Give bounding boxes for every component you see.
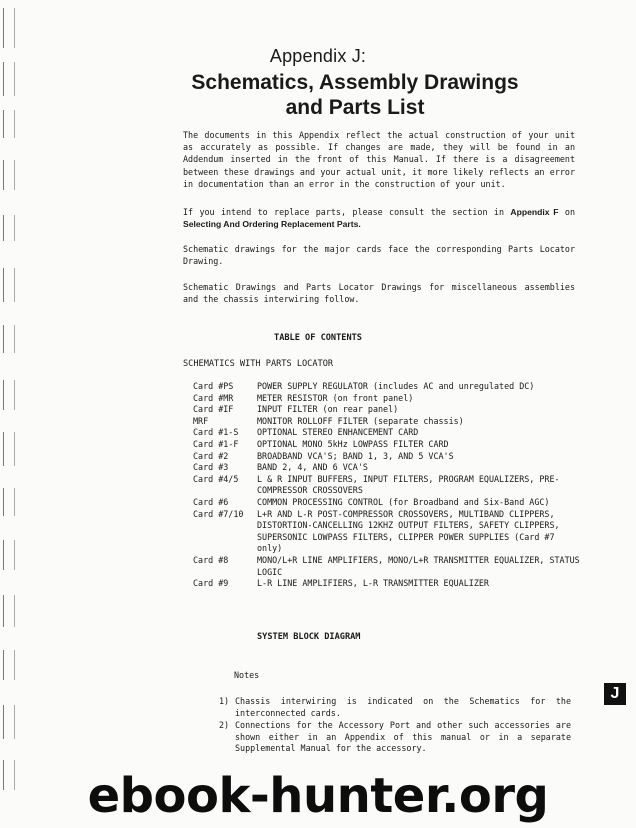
toc-description: POWER SUPPLY REGULATOR (includes AC and unregulated DC) (257, 381, 535, 391)
intro-paragraph-1: The documents in this Appendix reflect the actual construction of your unit as accurately as possible. If changes are made, they will be found in an Addendum inserted in the front of this Manual. If there is a disagreement between these drawings and your actual unit, it more likely reflects an error in documentation than an error in the construction of your unit. (183, 130, 575, 189)
system-block-diagram-entry: SYSTEM BLOCK DIAGRAM (257, 632, 361, 642)
toc-description: BROADBAND VCA'S; BAND 1, 3, AND 5 VCA'S (257, 450, 454, 461)
toc-card-id: Card #9 (193, 578, 229, 589)
appendix-label: Appendix J: (269, 46, 367, 66)
toc-description: L & R INPUT BUFFERS, INPUT FILTERS, PROGRAM EQUALIZERS, PRE-COMPRESSOR CROSSOVERS (257, 473, 560, 496)
notes-heading: Notes (234, 670, 260, 680)
toc-card-id: Card #8 (193, 554, 229, 565)
title-line-2: and Parts List (285, 96, 425, 119)
note-text: Chassis interwiring is indicated on the Schematics for the interconnected cards. (235, 696, 571, 718)
toc-card-id: Card #2 (193, 450, 229, 461)
page-title (130, 70, 580, 120)
binding-edge (0, 0, 20, 828)
intro-paragraph-2 (183, 206, 575, 230)
toc-description: OPTIONAL MONO 5kHz LOWPASS FILTER CARD (257, 438, 449, 449)
selecting-parts-ref: Selecting And Ordering Replacement Parts. (183, 219, 361, 230)
p2-text-start: If you intend to replace parts, please consult the section in (183, 207, 511, 217)
toc-section-heading: SCHEMATICS WITH PARTS LOCATOR (183, 359, 334, 369)
toc-card-id: Card #MR (193, 392, 234, 403)
toc-row (193, 381, 583, 393)
intro-paragraph-3: Schematic drawings for the major cards face the corresponding Parts Locator Drawing. (183, 244, 575, 267)
toc-row (193, 404, 583, 416)
toc-description: INPUT FILTER (on rear panel) (257, 404, 399, 415)
p2-text-mid: on (558, 207, 575, 217)
appendix-f-ref: Appendix F (510, 207, 559, 217)
toc-description: L-R LINE AMPLIFIERS, L-R TRANSMITTER EQUALIZER (257, 578, 489, 589)
toc-row (193, 509, 583, 555)
toc-card-id: Card #IF (193, 404, 234, 415)
toc-description: OPTIONAL STEREO ENHANCEMENT CARD (257, 427, 419, 438)
toc-title: TABLE OF CONTENTS (274, 333, 362, 343)
notes-list (219, 696, 571, 756)
intro-paragraph-4: Schematic Drawings and Parts Locator Drawings for miscellaneous assemblies and the chassis interwiring follow. (183, 282, 575, 305)
toc-row (193, 427, 583, 439)
note-item (219, 696, 571, 719)
toc-row (193, 497, 583, 509)
toc-card-id: Card #7/10 (193, 508, 244, 519)
toc-description: MONITOR ROLLOFF FILTER (separate chassis) (257, 415, 464, 426)
watermark: ebook-hunter.org (87, 768, 549, 824)
toc-row (193, 462, 583, 474)
toc-row (193, 416, 583, 428)
toc-description: METER RESISTOR (on front panel) (257, 392, 414, 403)
title-line-1: Schematics, Assembly Drawings (191, 71, 519, 94)
note-number: 2) (219, 720, 230, 731)
toc-row (193, 451, 583, 463)
toc-card-id: Card #4/5 (193, 473, 239, 484)
toc-card-id: Card #PS (193, 381, 234, 391)
toc-row (193, 555, 583, 578)
toc-description: L+R AND L-R POST-COMPRESSOR CROSSOVERS, MULTIBAND CLIPPERS, DISTORTION-CANCELLING 12KHZ OUTPUT FILTERS, SAFETY CLIPPERS, SUPERSONIC LOWPASS FILTERS, CLIPPER POWER SUPPLIES (Card #7 only) (257, 508, 560, 554)
toc-description: BAND 2, 4, AND 6 VCA'S (257, 462, 368, 473)
appendix-tab-marker: J (604, 683, 626, 705)
toc-card-id: Card #1-F (193, 438, 239, 449)
toc-list (193, 381, 583, 590)
toc-card-id: Card #6 (193, 496, 229, 507)
toc-row (193, 439, 583, 451)
toc-card-id: Card #1-S (193, 427, 239, 438)
note-number: 1) (219, 696, 230, 706)
toc-card-id: Card #3 (193, 462, 229, 473)
toc-row (193, 474, 583, 497)
toc-row (193, 578, 583, 590)
note-text: Connections for the Accessory Port and other such accessories are shown either in an Appendix of this manual or in a separate Supplemental Manual for the accessory. (235, 720, 571, 754)
toc-description: MONO/L+R LINE AMPLIFIERS, MONO/L+R TRANSMITTER EQUALIZER, STATUS LOGIC (257, 554, 580, 577)
toc-row (193, 393, 583, 405)
note-item (219, 720, 571, 755)
toc-card-id: MRF (193, 415, 209, 426)
toc-description: COMMON PROCESSING CONTROL (for Broadband and Six-Band AGC) (257, 496, 550, 507)
